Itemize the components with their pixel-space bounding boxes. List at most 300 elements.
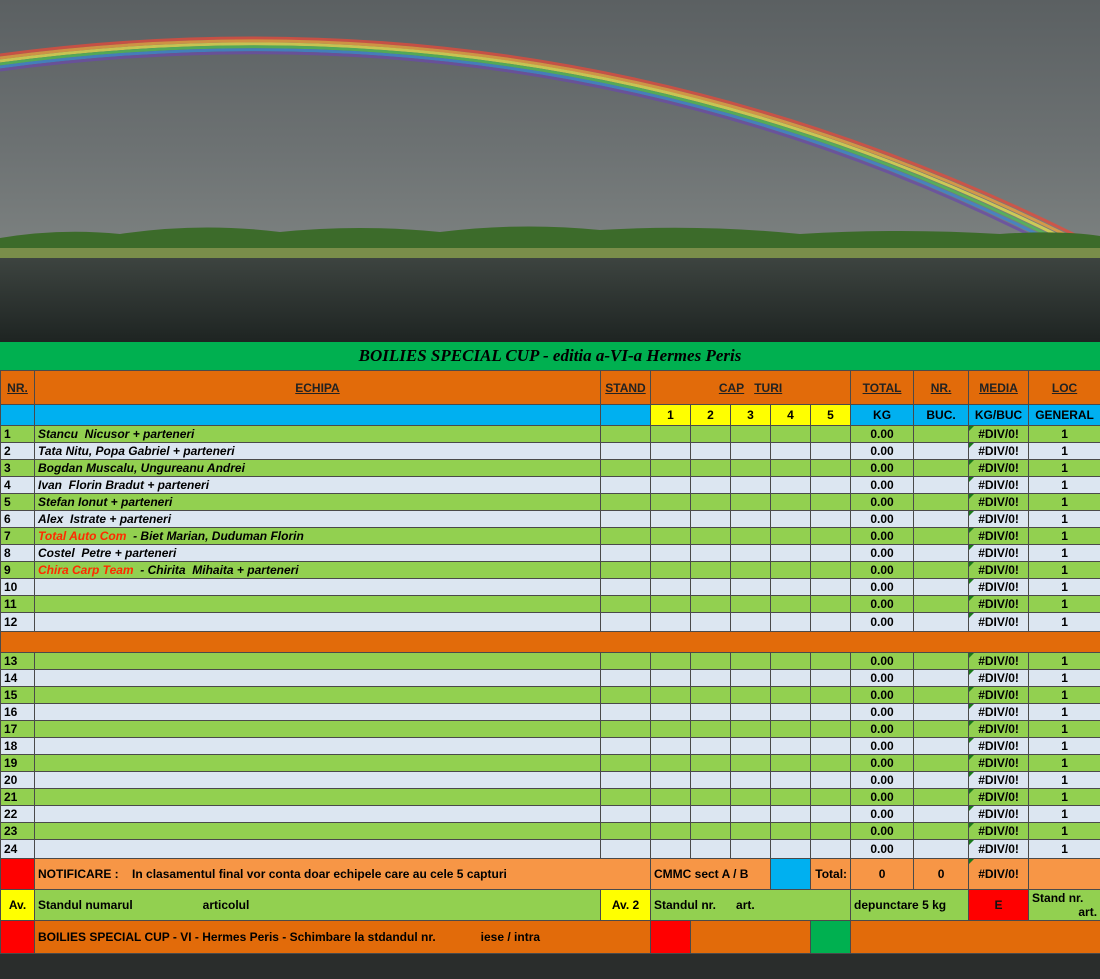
table-row [1, 789, 1100, 806]
row-team [35, 443, 601, 460]
col-echipa: ECHIPA [35, 371, 601, 405]
row-team [35, 687, 601, 704]
row-team [35, 426, 601, 443]
row-cap-5 [811, 755, 851, 772]
blue-marker [771, 859, 811, 890]
row-media: #DIV/0! [969, 426, 1029, 443]
table-row [1, 772, 1100, 789]
av2-label: Av. 2 [601, 890, 651, 921]
row-total-kg: 0.00 [851, 738, 914, 755]
row-cap-4 [771, 704, 811, 721]
row-cap-1 [651, 755, 691, 772]
row-nr: 22 [1, 806, 35, 823]
row-total-kg: 0.00 [851, 443, 914, 460]
row-stand [601, 545, 651, 562]
row-total-kg: 0.00 [851, 562, 914, 579]
row-loc: 1 [1029, 840, 1100, 859]
row-cap-5 [811, 687, 851, 704]
row-team [35, 494, 601, 511]
row-buc [914, 789, 969, 806]
row-total-kg: 0.00 [851, 789, 914, 806]
row-team [35, 477, 601, 494]
row-stand [601, 494, 651, 511]
row-stand [601, 511, 651, 528]
row-nr: 13 [1, 653, 35, 670]
row-team [35, 579, 601, 596]
row-team [35, 789, 601, 806]
total-buc: 0 [914, 859, 969, 890]
row-stand [601, 443, 651, 460]
table-row [1, 562, 1100, 579]
row-loc: 1 [1029, 562, 1100, 579]
row-total-kg: 0.00 [851, 687, 914, 704]
row-loc: 1 [1029, 755, 1100, 772]
total-kg: 0 [851, 859, 914, 890]
row-cap-1 [651, 653, 691, 670]
row-team [35, 738, 601, 755]
row-nr: 15 [1, 687, 35, 704]
row-media: #DIV/0! [969, 721, 1029, 738]
row-cap-3 [731, 460, 771, 477]
row-loc: 1 [1029, 687, 1100, 704]
row-media: #DIV/0! [969, 596, 1029, 613]
round-2: 2 [691, 405, 731, 426]
row-team [35, 755, 601, 772]
row-buc [914, 687, 969, 704]
row-cap-1 [651, 823, 691, 840]
row-total-kg: 0.00 [851, 670, 914, 687]
row-buc [914, 596, 969, 613]
table-row [1, 806, 1100, 823]
row-cap-4 [771, 772, 811, 789]
row-total-kg: 0.00 [851, 511, 914, 528]
row-buc [914, 545, 969, 562]
row-buc [914, 477, 969, 494]
row-team [35, 670, 601, 687]
row-cap-4 [771, 670, 811, 687]
team-name: Ivan Florin Bradut + parteneri [38, 478, 210, 492]
row-loc: 1 [1029, 704, 1100, 721]
row-nr: 4 [1, 477, 35, 494]
row-stand [601, 755, 651, 772]
row-cap-4 [771, 738, 811, 755]
table-row [1, 528, 1100, 545]
row-nr: 5 [1, 494, 35, 511]
row-cap-5 [811, 443, 851, 460]
row-nr: 10 [1, 579, 35, 596]
row-media: #DIV/0! [969, 738, 1029, 755]
row-cap-1 [651, 494, 691, 511]
row-nr: 8 [1, 545, 35, 562]
change-row [1, 921, 1100, 954]
red-cell [651, 921, 691, 954]
row-stand [601, 562, 651, 579]
row-buc [914, 755, 969, 772]
section-separator [1, 632, 1100, 653]
subheader-row [1, 405, 1100, 426]
team-name: Stefan Ionut + parteneri [38, 495, 173, 509]
header-photo-rainbow-lake [0, 0, 1100, 342]
table-row [1, 443, 1100, 460]
row-cap-4 [771, 687, 811, 704]
red-marker-2 [1, 921, 35, 954]
row-cap-3 [731, 840, 771, 859]
round-5: 5 [811, 405, 851, 426]
row-media: #DIV/0! [969, 477, 1029, 494]
row-nr: 3 [1, 460, 35, 477]
table-row [1, 653, 1100, 670]
row-cap-4 [771, 579, 811, 596]
row-nr: 12 [1, 613, 35, 632]
total-label: Total: [811, 859, 851, 890]
row-cap-4 [771, 545, 811, 562]
row-team [35, 721, 601, 738]
row-nr: 9 [1, 562, 35, 579]
row-team [35, 613, 601, 632]
e-label: E [969, 890, 1029, 921]
row-cap-5 [811, 840, 851, 859]
row-cap-2 [691, 545, 731, 562]
row-nr: 17 [1, 721, 35, 738]
depunctare-text: depunctare 5 kg [851, 890, 969, 921]
av1-label: Av. [1, 890, 35, 921]
row-cap-2 [691, 511, 731, 528]
row-nr: 19 [1, 755, 35, 772]
row-media: #DIV/0! [969, 562, 1029, 579]
av2-text: Standul nr. art. [651, 890, 851, 921]
row-cap-5 [811, 806, 851, 823]
table-row [1, 494, 1100, 511]
row-cap-2 [691, 579, 731, 596]
row-cap-3 [731, 789, 771, 806]
row-cap-5 [811, 460, 851, 477]
row-cap-2 [691, 755, 731, 772]
row-cap-1 [651, 426, 691, 443]
row-cap-5 [811, 545, 851, 562]
row-buc [914, 460, 969, 477]
row-cap-4 [771, 562, 811, 579]
row-cap-4 [771, 806, 811, 823]
row-stand [601, 806, 651, 823]
row-cap-4 [771, 443, 811, 460]
row-cap-4 [771, 596, 811, 613]
row-cap-3 [731, 721, 771, 738]
row-total-kg: 0.00 [851, 772, 914, 789]
row-buc [914, 653, 969, 670]
row-team [35, 511, 601, 528]
team-sponsor: Chira Carp Team [38, 563, 134, 577]
row-loc: 1 [1029, 477, 1100, 494]
row-cap-3 [731, 772, 771, 789]
row-buc [914, 738, 969, 755]
row-stand [601, 738, 651, 755]
row-cap-5 [811, 789, 851, 806]
row-cap-1 [651, 528, 691, 545]
row-cap-3 [731, 653, 771, 670]
row-stand [601, 477, 651, 494]
row-total-kg: 0.00 [851, 545, 914, 562]
row-cap-1 [651, 704, 691, 721]
row-cap-3 [731, 528, 771, 545]
row-loc: 1 [1029, 545, 1100, 562]
row-cap-3 [731, 738, 771, 755]
col-stand: STAND [601, 371, 651, 405]
row-media: #DIV/0! [969, 579, 1029, 596]
row-total-kg: 0.00 [851, 806, 914, 823]
row-cap-5 [811, 738, 851, 755]
row-cap-3 [731, 545, 771, 562]
row-cap-3 [731, 562, 771, 579]
row-stand [601, 704, 651, 721]
row-cap-2 [691, 789, 731, 806]
row-media: #DIV/0! [969, 460, 1029, 477]
red-marker [1, 859, 35, 890]
row-cap-2 [691, 494, 731, 511]
row-cap-2 [691, 806, 731, 823]
row-nr: 6 [1, 511, 35, 528]
row-buc [914, 772, 969, 789]
row-stand [601, 823, 651, 840]
row-loc: 1 [1029, 460, 1100, 477]
row-cap-2 [691, 721, 731, 738]
table-row [1, 579, 1100, 596]
row-team [35, 460, 601, 477]
table-row [1, 840, 1100, 859]
row-team [35, 823, 601, 840]
table-row [1, 460, 1100, 477]
row-cap-1 [651, 721, 691, 738]
row-cap-2 [691, 738, 731, 755]
notification-text: NOTIFICARE : In clasamentul final vor conta doar echipele care au cele 5 capturi [35, 859, 651, 890]
row-team [35, 806, 601, 823]
team-name: Tata Nitu, Popa Gabriel + parteneri [38, 444, 235, 458]
row-cap-4 [771, 789, 811, 806]
row-stand [601, 670, 651, 687]
col-nr: NR. [1, 371, 35, 405]
row-cap-3 [731, 670, 771, 687]
row-cap-5 [811, 823, 851, 840]
row-total-kg: 0.00 [851, 755, 914, 772]
row-cap-1 [651, 443, 691, 460]
row-cap-5 [811, 579, 851, 596]
row-media: #DIV/0! [969, 511, 1029, 528]
row-cap-2 [691, 840, 731, 859]
row-cap-3 [731, 823, 771, 840]
row-media: #DIV/0! [969, 670, 1029, 687]
row-team [35, 704, 601, 721]
row-cap-3 [731, 494, 771, 511]
row-loc: 1 [1029, 670, 1100, 687]
row-cap-2 [691, 460, 731, 477]
table-row [1, 477, 1100, 494]
row-cap-5 [811, 562, 851, 579]
row-media: #DIV/0! [969, 653, 1029, 670]
row-buc [914, 806, 969, 823]
team-name: - Biet Marian, Duduman Florin [126, 529, 304, 543]
row-media: #DIV/0! [969, 823, 1029, 840]
table-row [1, 755, 1100, 772]
row-media: #DIV/0! [969, 772, 1029, 789]
row-stand [601, 653, 651, 670]
row-cap-2 [691, 528, 731, 545]
row-buc [914, 511, 969, 528]
row-cap-1 [651, 840, 691, 859]
team-name: Bogdan Muscalu, Ungureanu Andrei [38, 461, 245, 475]
team-name: Stancu Nicusor + parteneri [38, 427, 195, 441]
row-cap-5 [811, 772, 851, 789]
stand-nr-text: Stand nr. art. [1029, 890, 1100, 921]
row-cap-4 [771, 613, 811, 632]
row-cap-5 [811, 494, 851, 511]
row-buc [914, 443, 969, 460]
table-row [1, 426, 1100, 443]
row-cap-1 [651, 613, 691, 632]
row-cap-1 [651, 670, 691, 687]
warning-row [1, 890, 1100, 921]
row-media: #DIV/0! [969, 806, 1029, 823]
row-cap-3 [731, 579, 771, 596]
row-cap-4 [771, 426, 811, 443]
row-cap-3 [731, 687, 771, 704]
row-nr: 16 [1, 704, 35, 721]
row-stand [601, 579, 651, 596]
row-cap-1 [651, 806, 691, 823]
row-media: #DIV/0! [969, 528, 1029, 545]
unit-kgbuc: KG/BUC [969, 405, 1029, 426]
row-buc [914, 613, 969, 632]
table-row [1, 687, 1100, 704]
row-nr: 11 [1, 596, 35, 613]
rainbow-landscape-image [0, 0, 1100, 342]
row-team [35, 653, 601, 670]
row-cap-5 [811, 596, 851, 613]
row-nr: 2 [1, 443, 35, 460]
round-3: 3 [731, 405, 771, 426]
row-loc: 1 [1029, 721, 1100, 738]
row-cap-1 [651, 579, 691, 596]
row-cap-2 [691, 443, 731, 460]
row-cap-3 [731, 755, 771, 772]
row-loc: 1 [1029, 494, 1100, 511]
row-loc: 1 [1029, 653, 1100, 670]
row-cap-2 [691, 653, 731, 670]
row-buc [914, 670, 969, 687]
row-cap-4 [771, 460, 811, 477]
row-cap-2 [691, 772, 731, 789]
row-stand [601, 596, 651, 613]
row-cap-4 [771, 511, 811, 528]
row-nr: 1 [1, 426, 35, 443]
row-buc [914, 528, 969, 545]
row-stand [601, 840, 651, 859]
header-row [1, 371, 1100, 405]
row-media: #DIV/0! [969, 613, 1029, 632]
row-cap-2 [691, 426, 731, 443]
row-cap-5 [811, 721, 851, 738]
row-cap-4 [771, 823, 811, 840]
row-cap-4 [771, 840, 811, 859]
row-cap-5 [811, 704, 851, 721]
row-loc: 1 [1029, 806, 1100, 823]
row-team [35, 545, 601, 562]
row-nr: 23 [1, 823, 35, 840]
warning-text: Standul numarul articolul [35, 890, 601, 921]
row-cap-1 [651, 545, 691, 562]
row-nr: 14 [1, 670, 35, 687]
row-nr: 7 [1, 528, 35, 545]
row-buc [914, 494, 969, 511]
row-cap-3 [731, 511, 771, 528]
row-media: #DIV/0! [969, 789, 1029, 806]
round-1: 1 [651, 405, 691, 426]
row-media: #DIV/0! [969, 704, 1029, 721]
row-buc [914, 840, 969, 859]
row-cap-3 [731, 704, 771, 721]
row-loc: 1 [1029, 443, 1100, 460]
row-cap-5 [811, 511, 851, 528]
row-cap-3 [731, 613, 771, 632]
row-loc: 1 [1029, 823, 1100, 840]
row-loc: 1 [1029, 789, 1100, 806]
row-total-kg: 0.00 [851, 426, 914, 443]
row-total-kg: 0.00 [851, 596, 914, 613]
row-cap-2 [691, 613, 731, 632]
table-row [1, 545, 1100, 562]
row-loc: 1 [1029, 426, 1100, 443]
row-loc: 1 [1029, 596, 1100, 613]
row-stand [601, 721, 651, 738]
row-buc [914, 704, 969, 721]
row-nr: 21 [1, 789, 35, 806]
row-cap-2 [691, 823, 731, 840]
row-total-kg: 0.00 [851, 823, 914, 840]
row-buc [914, 721, 969, 738]
row-cap-5 [811, 528, 851, 545]
page-title: BOILIES SPECIAL CUP - editia a-VI-a Hermes Peris [0, 342, 1100, 370]
row-team [35, 562, 601, 579]
unit-buc: BUC. [914, 405, 969, 426]
row-total-kg: 0.00 [851, 477, 914, 494]
row-cap-5 [811, 426, 851, 443]
row-cap-2 [691, 562, 731, 579]
row-cap-1 [651, 562, 691, 579]
row-cap-1 [651, 738, 691, 755]
table-row [1, 511, 1100, 528]
row-nr: 24 [1, 840, 35, 859]
unit-general: GENERAL [1029, 405, 1100, 426]
row-cap-2 [691, 596, 731, 613]
row-media: #DIV/0! [969, 494, 1029, 511]
row-loc: 1 [1029, 511, 1100, 528]
row-total-kg: 0.00 [851, 494, 914, 511]
cmmc-label: CMMC sect A / B [651, 859, 771, 890]
row-cap-5 [811, 477, 851, 494]
row-cap-4 [771, 494, 811, 511]
row-stand [601, 772, 651, 789]
table-row [1, 670, 1100, 687]
table-row [1, 721, 1100, 738]
col-nr2: NR. [914, 371, 969, 405]
row-cap-1 [651, 789, 691, 806]
col-cap-turi: CAP TURI [651, 371, 851, 405]
table-row [1, 738, 1100, 755]
notification-row [1, 859, 1100, 890]
row-team [35, 772, 601, 789]
row-cap-2 [691, 477, 731, 494]
team-name: Costel Petre + parteneri [38, 546, 177, 560]
row-team [35, 596, 601, 613]
total-media: #DIV/0! [969, 859, 1029, 890]
